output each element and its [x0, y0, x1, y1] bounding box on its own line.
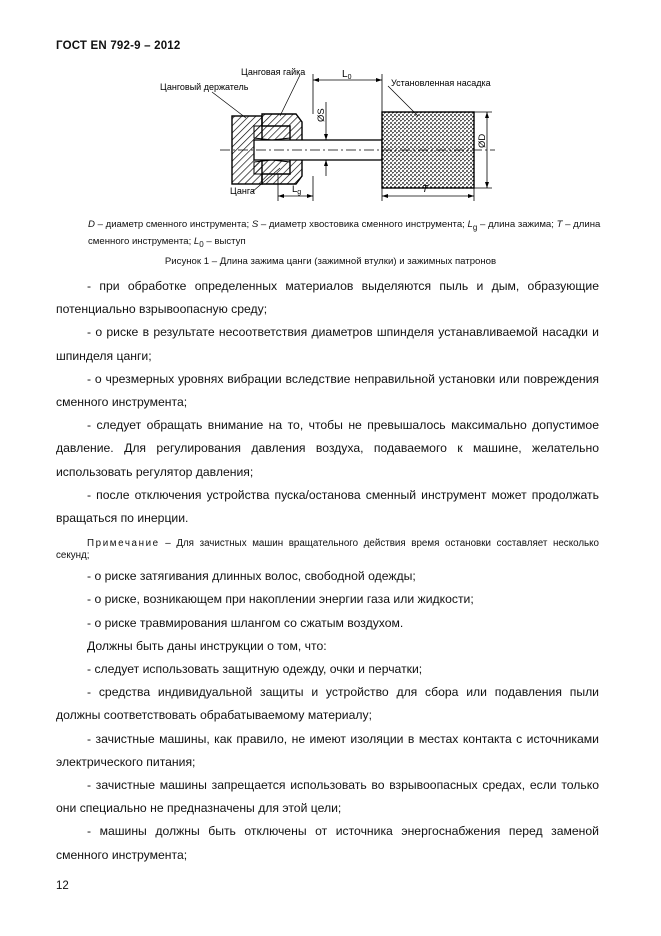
note [56, 538, 599, 562]
paragraph: - следует использовать защитную одежду, очки и перчатки; [87, 662, 423, 677]
note-text: – Для зачистных машин вращательного действия время остановки составляет несколько секунд; [56, 538, 599, 562]
paragraph: - о риске в результате несоответствия диаметров шпинделя устанавливаемой насадки и шпинделя цанги; [56, 325, 599, 363]
paragraph: - машины должны быть отключены от источника энергоснабжения перед заменой сменного инструмента; [56, 824, 599, 862]
paragraph: - зачистные машины запрещается использовать во взрывоопасных средах, если только они специально не предназначены для этой цели; [56, 778, 599, 816]
T-label: T [422, 184, 429, 195]
paragraph: - о чрезмерных уровнях вибрации вследствие неправильной установки или повреждения сменного инструмента; [56, 371, 599, 410]
paragraph: - следует обращать внимание на то, чтобы не превышалось максимально допустимое давление. Для регулирования давления воздуха, подаваемого к машине, желательно использовать регулятор давления; [56, 418, 599, 479]
collet-label: Цанга [230, 186, 255, 196]
figure-caption: Рисунок 1 – Длина зажима цанги (зажимной втулки) и зажимных патронов [164, 256, 497, 267]
Lg-label: $L_g$ [292, 184, 302, 196]
collet-diagram [150, 66, 510, 216]
dimension-L0 [313, 69, 382, 114]
figure-legend: D – диаметр сменного инструмента; S – диаметр хвостовика сменного инструмента; $L_g$ – длина зажима; T – длина сменного инструмента; $L_0$ – выступ [88, 219, 601, 249]
dimension-phi-S [316, 102, 328, 176]
page-number: 12 [56, 880, 69, 892]
phi-S-label: ØS [316, 108, 327, 122]
paragraph: - о риске затягивания длинных волос, свободной одежды; [87, 569, 416, 584]
paragraph: Должны быть даны инструкции о том, что: [87, 638, 327, 653]
phi-D-label: ØD [477, 133, 488, 148]
body-text [56, 275, 599, 867]
paragraph: - о риске травмирования шлангом со сжатым воздухом. [87, 615, 404, 630]
paragraph: - средства индивидуальной защиты и устройство для сбора или подавления пыли должны соответствовать обрабатываемому материалу; [56, 685, 599, 723]
document-header: ГОСТ EN 792-9 – 2012 [56, 40, 181, 52]
collet-nut-label: Цанговая гайка [241, 67, 306, 77]
collet-holder-label: Цанговый держатель [160, 82, 249, 92]
paragraph: - о риске, возникающем при накоплении энергии газа или жидкости; [87, 592, 474, 607]
installed-attachment-label: Установленная насадка [391, 78, 491, 88]
paragraph: - зачистные машины, как правило, не имеют изоляции в местах контакта с источниками электрического питания; [56, 731, 599, 769]
L0-label: $L_0$ [342, 69, 352, 81]
collet-figure [150, 66, 510, 216]
paragraph: - при обработке определенных материалов выделяются пыль и дым, образующие потенциально взрывоопасную среду; [56, 279, 599, 317]
paragraph: - после отключения устройства пуска/останова сменный инструмент может продолжать вращаться по инерции. [56, 487, 599, 526]
note-label: Примечание [87, 538, 160, 550]
